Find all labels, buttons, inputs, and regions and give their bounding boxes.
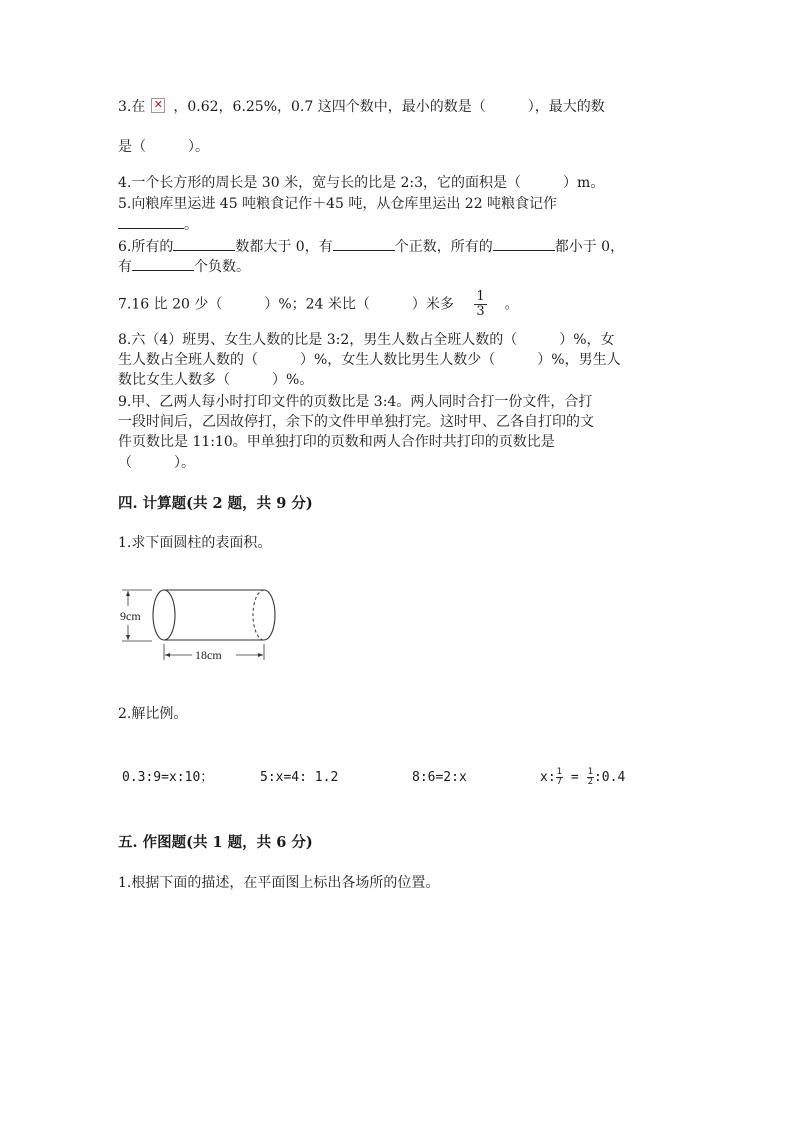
cylinder-diagram — [118, 578, 288, 664]
question-3-text: ，0.62，6.25%，0.7 这四个数中，最小的数是（ ），最大的数 — [173, 99, 605, 115]
question-5-line-1: 5.向粮库里运进 45 吨粮食记作＋45 吨，从仓库里运出 22 吨粮食记作 — [118, 196, 558, 212]
question-9-line-3: 件页数比是 11:10。甲单独打印的页数和两人合作时共打印的页数比是 — [118, 434, 555, 450]
equation-3: 8:6=2:x — [412, 770, 467, 785]
length-label: 18cm — [195, 648, 222, 662]
question-8-line-1: 8.六（4）班男、女生人数的比是 3:2，男生人数占全班人数的（ ）%，女 — [118, 332, 615, 348]
question-3-line-2: 是（ ）。 — [118, 139, 209, 155]
equation-4: x: $\frac{1}{7}$ = $\frac{1}{2}$ :0.4 — [540, 767, 626, 787]
question-6-line-2: 有 个负数。 — [118, 256, 250, 277]
section-4-question-2: 2.解比例。 — [118, 706, 188, 722]
question-3-line-1 — [118, 97, 605, 117]
fraction-one-third: $\frac{1}{3}$ — [476, 289, 485, 319]
answer-blank[interactable] — [132, 256, 194, 271]
question-4: 4.一个长方形的周长是 30 米，宽与长的比是 2:3，它的面积是（ ）m。 — [118, 175, 605, 191]
section-5-question-1: 1.根据下面的描述，在平面图上标出各场所的位置。 — [118, 875, 440, 891]
question-8-line-2: 生人数占全班人数的（ ）%，女生人数比男生人数少（ ）%，男生人 — [118, 352, 621, 368]
question-7: 7.16 比 20 少（ ）%；24 米比（ ）米多 $\frac{1}{3}$ 。 — [118, 289, 519, 319]
question-5-line-2: 。 — [118, 214, 198, 235]
broken-image-icon: ✕ — [151, 98, 165, 113]
answer-blank[interactable] — [333, 236, 395, 251]
diameter-label: 9cm — [120, 609, 141, 623]
answer-blank[interactable] — [173, 236, 235, 251]
fraction-one-half: $\frac{1}{2}$ — [587, 767, 593, 787]
equation-2: 5:x=4: 1.2 — [260, 770, 339, 785]
question-9-line-1: 9.甲、乙两人每小时打印文件的页数比是 3:4。两人同时合打一份文件，合打 — [118, 394, 593, 410]
answer-blank[interactable] — [118, 214, 184, 229]
answer-blank[interactable] — [493, 236, 555, 251]
question-3-prefix: 3.在 — [118, 99, 146, 115]
fraction-one-seventh: $\frac{1}{7}$ — [556, 767, 563, 787]
equation-1: 0.3:9=x:10； — [122, 770, 214, 785]
question-9-line-2: 一段时间后，乙因故停打，余下的文件甲单独打完。这时甲、乙各自打印的文 — [118, 414, 594, 430]
section-5-title: 五. 作图题(共 1 题，共 6 分) — [118, 834, 313, 851]
question-6-line-1: 6.所有的 数都大于 0，有 个正数，所有的 都小于 0， — [118, 236, 624, 257]
section-4-question-1: 1.求下面圆柱的表面积。 — [118, 535, 272, 551]
section-4-title: 四. 计算题(共 2 题，共 9 分) — [118, 495, 313, 512]
question-8-line-3: 数比女生人数多（ ）%。 — [118, 372, 314, 388]
question-9-line-4: （ ）。 — [118, 455, 195, 471]
